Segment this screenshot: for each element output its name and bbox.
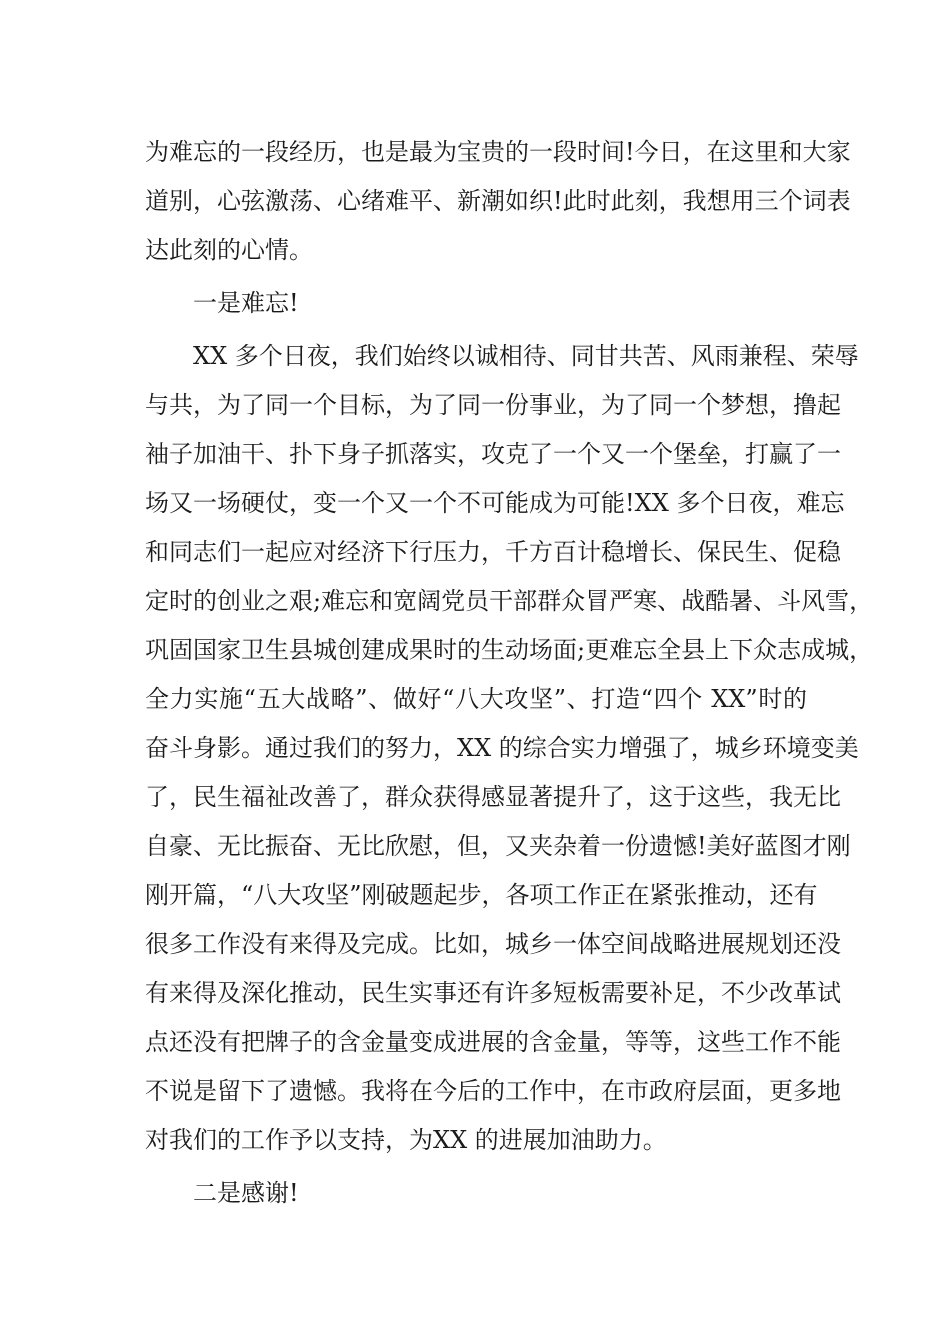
text-line: 道别，心弦激荡、心绪难平、新潮如织!此时此刻，我想用三个词表 (145, 187, 851, 215)
section-heading-thanks (145, 1169, 807, 1218)
section-heading-text: 二是感谢! (193, 1179, 299, 1207)
document-body (145, 128, 874, 1218)
section-heading-unforgettable (145, 279, 807, 328)
text-line: 为难忘的一段经历，也是最为宝贵的一段时间!今日，在这里和大家 (145, 138, 851, 166)
text-line: 和同志们一起应对经济下行压力，千方百计稳增长、保民生、促稳 (145, 538, 841, 566)
text-line: 与共，为了同一个目标，为了同一份事业，为了同一个梦想，撸起 (145, 391, 841, 419)
text-line: 奋斗身影。通过我们的努力，XX 的综合实力增强了，城乡环境变美 (145, 734, 859, 762)
text-line: 巩固国家卫生县城创建成果时的生动场面;更难忘全县上下众志成城， (145, 636, 874, 664)
text-line: 了，民生福祉改善了，群众获得感显著提升了，这于这些，我无比 (145, 783, 841, 811)
text-line: 袖子加油干、扑下身子抓落实，攻克了一个又一个堡垒，打赢了一 (145, 440, 841, 468)
text-line: 很多工作没有来得及完成。比如，城乡一体空间战略进展规划还没 (145, 930, 841, 958)
section-heading-text: 一是难忘! (193, 289, 299, 317)
text-line: 对我们的工作予以支持，为XX 的进展加油助力。 (145, 1126, 667, 1154)
text-line: 场又一场硬仗，变一个又一个不可能成为可能!XX 多个日夜，难忘 (145, 489, 845, 517)
text-line: 点还没有把牌子的含金量变成进展的含金量，等等，这些工作不能 (145, 1028, 841, 1056)
text-line: 定时的创业之艰;难忘和宽阔党员干部群众冒严寒、战酷暑、斗风雪， (145, 587, 874, 615)
text-line: XX 多个日夜，我们始终以诚相待、同甘共苦、风雨兼程、荣辱 (193, 342, 859, 370)
paragraph-continuation (145, 128, 851, 275)
text-line: 有来得及深化推动，民生实事还有许多短板需要补足，不少改革试 (145, 979, 841, 1007)
text-line: 全力实施“五大战略”、做好“八大攻坚”、打造“四个 XX”时的 (145, 685, 807, 713)
text-line: 达此刻的心情。 (145, 236, 313, 264)
text-line: 不说是留下了遗憾。我将在今后的工作中，在市政府层面，更多地 (145, 1077, 841, 1105)
text-line: 自豪、无比振奋、无比欣慰，但，又夹杂着一份遗憾!美好蓝图才刚 (145, 832, 851, 860)
text-line: 刚开篇，“八大攻坚”刚破题起步，各项工作正在紧张推动，还有 (145, 881, 818, 909)
paragraph-body (145, 332, 874, 1165)
